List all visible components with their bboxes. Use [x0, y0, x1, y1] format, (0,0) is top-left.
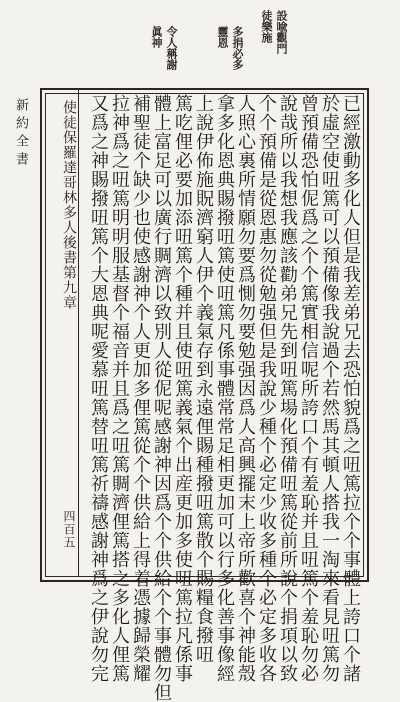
body-column-4: 說哉所以我想我應該勸弟兄先到吜篤場化預備吜篤從前所說个捐項以致 — [277, 94, 298, 683]
body-column-12: 拉神爲之吜篤明明服基督个福音并且爲之吜篤賙濟俚篤搭之多化人俚篤 — [109, 94, 130, 683]
body-column-1: 已經激動多化人但是我差弟兄去恐怕貌爲之吜篤拉个个事體上誇口个諸 — [340, 94, 361, 683]
body-column-9: 篤吃俚必要加添吜篤个種并且使吜篤義氣个出産更加多使吜篤拉凡係事 — [172, 94, 193, 683]
book-title: 新約全書 — [13, 98, 28, 170]
body-column-8: 上說伊佈施貺濟窮人伊个義氣存到永遠俚賜種撥吜篤散个賜糧食撥吜 — [193, 94, 214, 664]
note-5: 令人稱謝 — [165, 26, 178, 70]
body-column-13: 又爲之神賜撥吜篤个大恩典呢愛慕吜篤替吜篤祈禱感謝神爲之伊說勿完 — [88, 94, 109, 683]
body-column-11: 補聖徒个缺少也使感謝神个人更加多俚篤從个个供給上得着憑據歸榮耀 — [130, 94, 151, 683]
note-6: 眞神 — [150, 26, 163, 48]
body-column-6: 人照心裏所情願勿要爲惻勿要勉强因爲人高興擺末上帝所歡喜个神能殼 — [235, 94, 256, 683]
page-number: 四百五 — [62, 510, 76, 549]
note-1: 設喩觀門 — [275, 10, 288, 54]
note-4: 靈恩 — [216, 26, 229, 48]
body-column-7: 拿多化恩典賜撥吜篤使吜篤凡係事體常常足相更加可以行多化善事像經 — [214, 94, 235, 683]
body-column-5: 个个預備是從恩惠勿從勉强但是我說少種个必定少收多種个必定多收各 — [256, 94, 277, 683]
note-3: 多捐必多 — [231, 26, 244, 70]
body-column-3: 曾預備恐怕伲爲之个个篤實相信呢所誇口个有羞恥并且吜篤个羞恥勿必 — [298, 94, 319, 683]
note-2: 徒樂施 — [260, 10, 273, 43]
body-column-10: 體上富足可以廣行賙濟以致別人從伲呢感謝神因爲个个供給个个事體勿但 — [151, 94, 172, 702]
chapter-heading: 使徒保羅達哥林多人後書第九章 — [61, 100, 77, 310]
body-column-2: 於虛空使吜篤可以預備像我說過个若然馬其頓人搭我一淘來看見吜篤勿 — [319, 94, 340, 683]
